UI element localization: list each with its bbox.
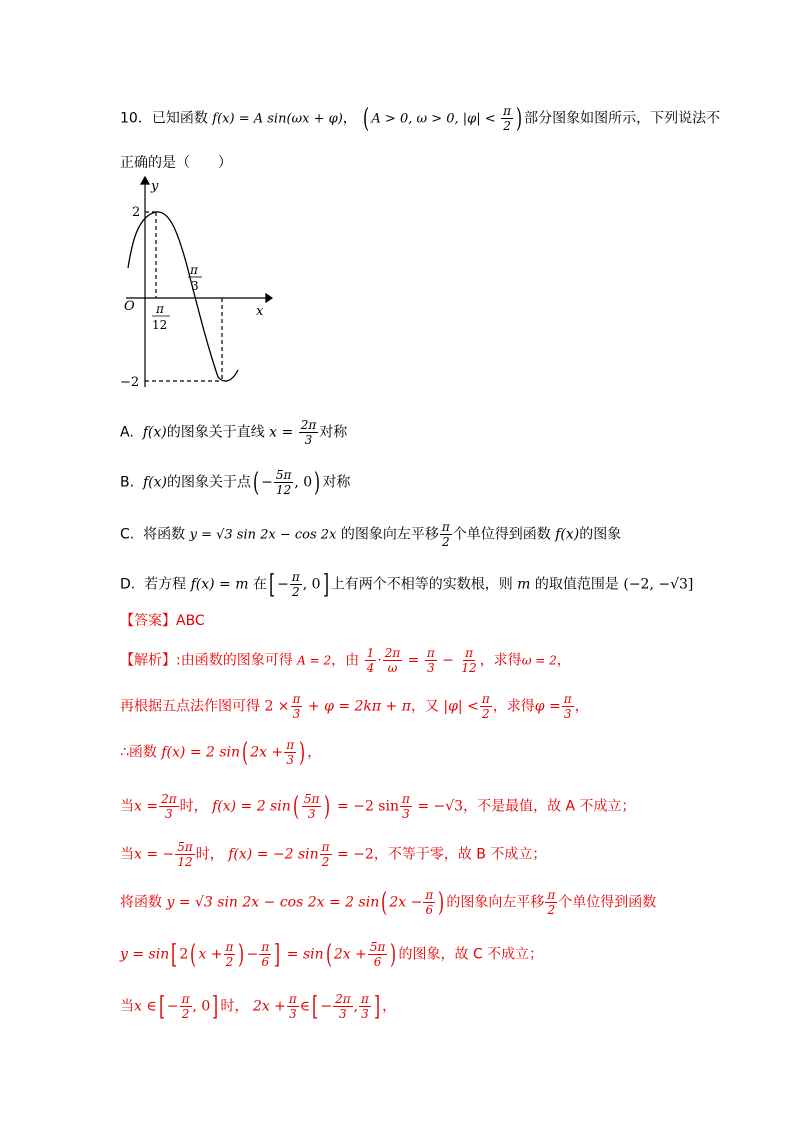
- function-definition: f(x) = A sin(ωx + φ): [212, 111, 343, 127]
- answer-value: ABC: [176, 613, 205, 629]
- origin-label: O: [124, 299, 135, 314]
- x-axis-label: x: [256, 304, 264, 319]
- condition: A > 0, ω > 0, |φ| <: [371, 111, 496, 127]
- question-line-2: 正确的是（ ）: [120, 155, 232, 171]
- y-axis-label: y: [151, 179, 159, 194]
- answer-line: [120, 610, 205, 630]
- analysis-line-1: 【解析】:由函数的图象可得 A = 2，由 $\frac{1}{4}$ · $\frac{2\pi}{\omega}$ = $\frac{\pi}{3}$ − $\frac{\pi}{12}$ ，求得ω = 2，: [120, 646, 571, 675]
- y-min-label: −2: [120, 375, 140, 390]
- analysis-line-2: 再根据五点法作图可得 2 × $\frac{\pi}{3}$ + φ = 2kπ + π，又 |φ| < $\frac{\pi}{2}$ ，求得φ = $\frac{\pi}{3}$ ，: [120, 692, 589, 721]
- question-stem-cont: 部分图象如图所示，下列说法不: [524, 110, 721, 127]
- option-a[interactable]: A. f(x)的图象关于直线 x = $\frac{2\pi}{3}$ 对称: [120, 418, 348, 447]
- y-axis-arrow: [141, 177, 149, 184]
- analysis-line-5: 当x = − $\frac{5\pi}{12}$ 时， f(x) = −2 sin $\frac{\pi}{2}$ = −2，不等于零，故 B 不成立；: [120, 840, 547, 869]
- x-tick1-num: π: [156, 302, 164, 316]
- analysis-line-4: 当x = $\frac{2\pi}{3}$ 时， f(x) = 2 sin( $\frac{5\pi}{3}$ ) = −2 sin $\frac{\pi}{3}$ = −√3，不是最值，故 A 不成立；: [120, 791, 636, 822]
- question-line-1: 10．已知函数 f(x) = A sin(ωx + φ)， ( A > 0, ω > 0, |φ| < $\frac{\pi}{2}$ ) 部分图象如图所示，下列说法不: [120, 103, 721, 134]
- option-b[interactable]: B. f(x)的图象关于点( − $\frac{5\pi}{12}$ , 0) 对称: [120, 467, 351, 498]
- answer-label: 【答案】: [120, 613, 176, 629]
- x-tick2-den: 3: [191, 279, 199, 293]
- function-graph: [118, 172, 278, 392]
- x-axis-arrow: [266, 294, 272, 302]
- analysis-line-7: y = sin[ 2( x + $\frac{\pi}{2}$ ) − $\frac{\pi}{6}$ ] = sin( 2x + $\frac{5\pi}{6}$ ) 的图象，故 C 不成立；: [120, 939, 544, 970]
- question-number: 10: [120, 110, 138, 127]
- y-max-label: 2: [132, 205, 141, 220]
- analysis-line-8: 当x ∈[ − $\frac{\pi}{2}$ , 0] 时， 2x + $\frac{\pi}{3}$ ∈[ − $\frac{2\pi}{3}$ , $\frac{\pi}{3}$ ] ，: [120, 991, 397, 1022]
- x-tick1-den: 12: [152, 318, 168, 332]
- question-stem: 已知函数: [151, 110, 208, 127]
- analysis-line-3: ∴函数 f(x) = 2 sin( 2x + $\frac{\pi}{3}$ ) ，: [120, 737, 322, 768]
- option-c[interactable]: C. 将函数 y = √3 sin 2x − cos 2x 的图象向左平移 $\frac{\pi}{2}$ 个单位得到函数 f(x)的图象: [120, 520, 622, 549]
- x-tick2-num: π: [190, 263, 198, 277]
- option-d[interactable]: D. 若方程 f(x) = m 在[ − $\frac{\pi}{2}$ , 0] 上有两个不相等的实数根，则 m 的取值范围是 (−2, −√3]: [120, 569, 694, 600]
- analysis-line-6: 将函数 y = √3 sin 2x − cos 2x = 2 sin( 2x − $\frac{\pi}{6}$ ) 的图象向左平移 $\frac{\pi}{2}$ 个单位得到函数: [120, 887, 657, 918]
